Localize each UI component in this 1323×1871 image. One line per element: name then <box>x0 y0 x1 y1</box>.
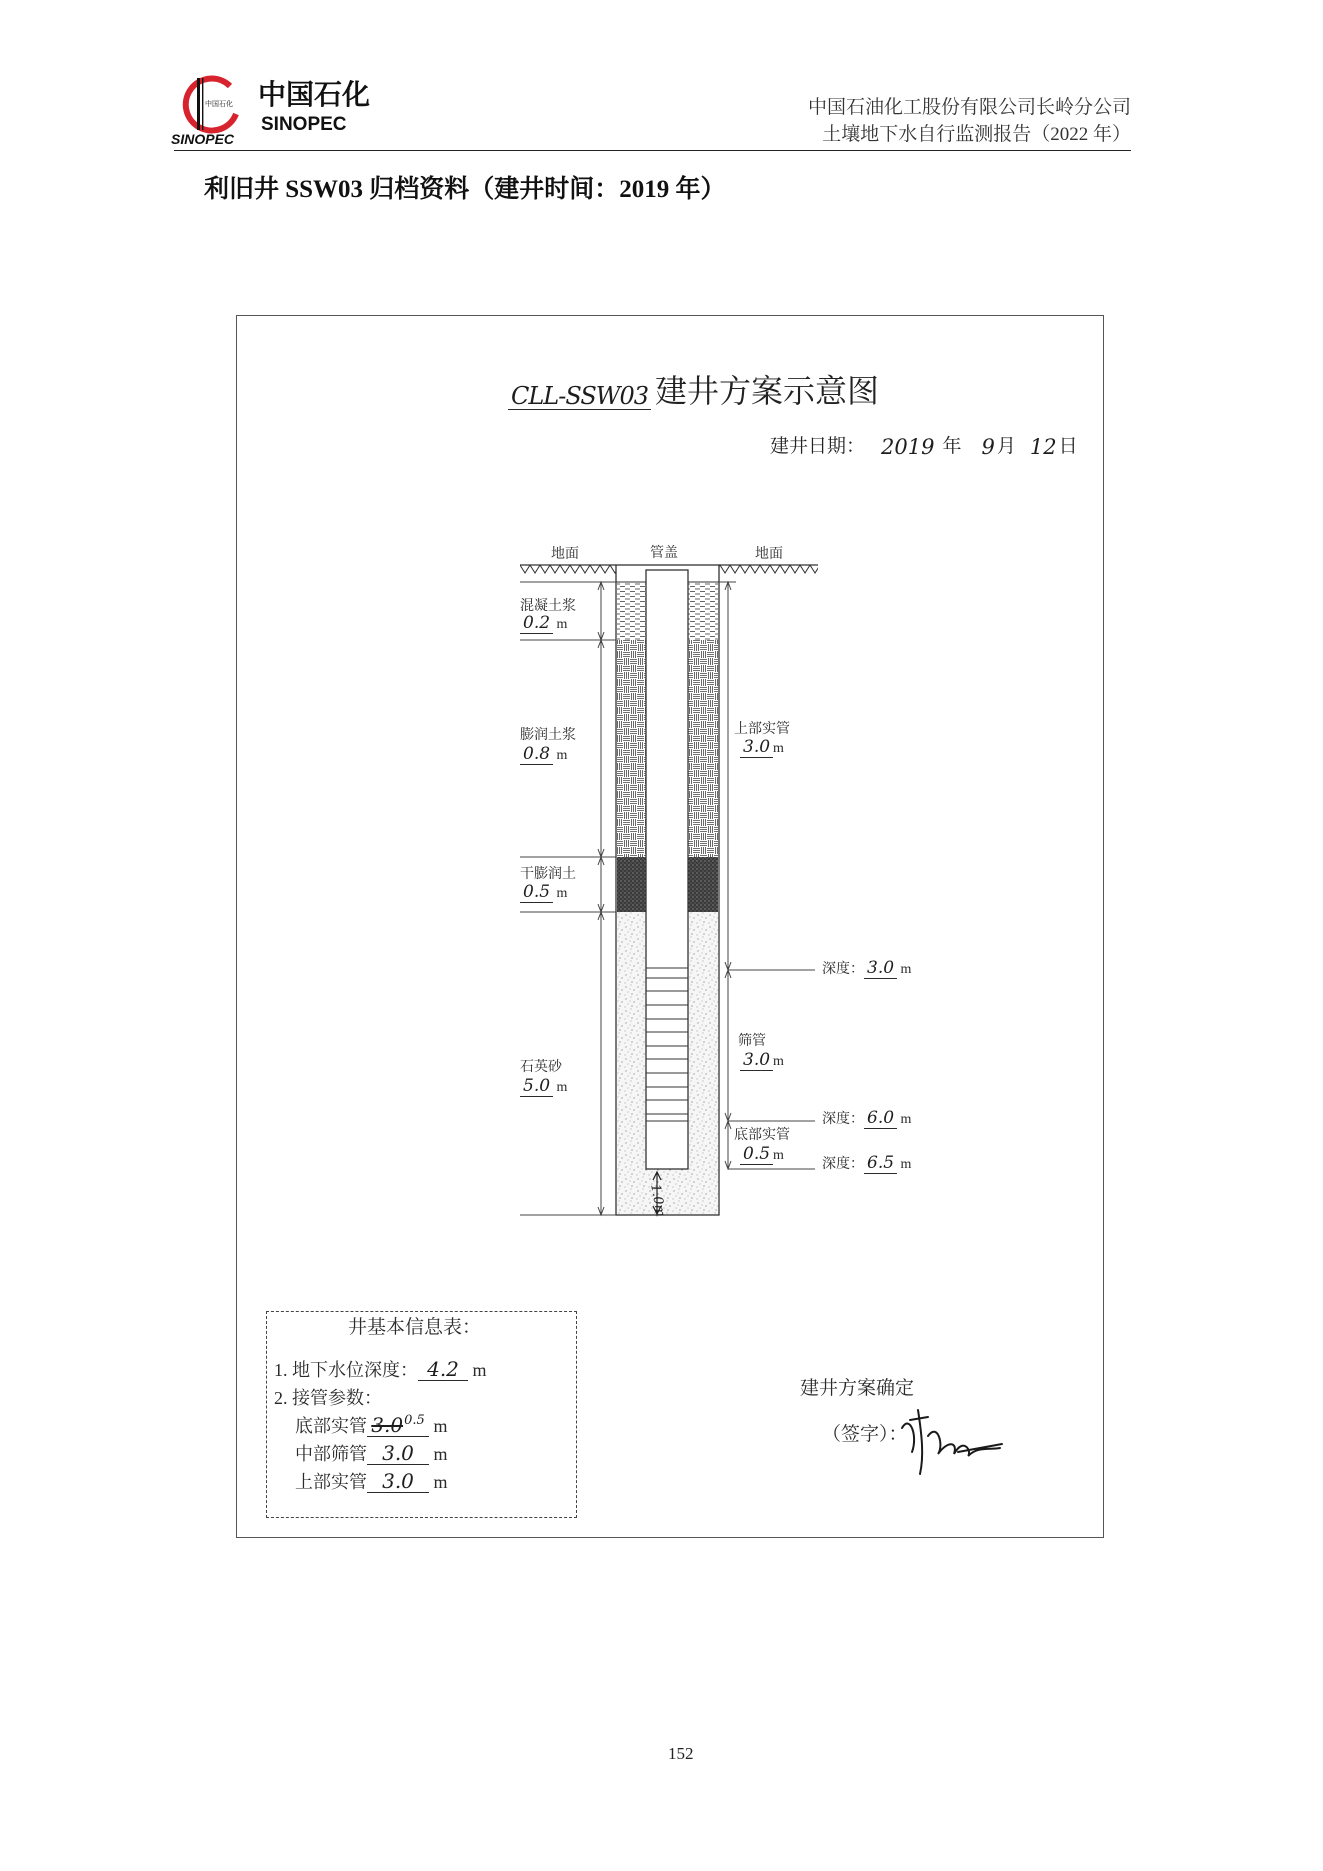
layer-thickness-unit: m <box>556 886 568 901</box>
depth-label-3 <box>822 1155 911 1175</box>
pipe-row-bottom-casing <box>295 1414 448 1438</box>
pipe-row-label: 中部筛管 <box>295 1444 367 1464</box>
sump-length-handwritten: 1.0m <box>647 1183 668 1219</box>
date-day-unit: 日 <box>1058 436 1078 457</box>
layer-name-bentonite-slurry: 膨润土浆 <box>520 728 576 743</box>
company-name: 中国石油化工股份有限公司长岭分公司 <box>807 97 1131 118</box>
pipe-row-value-group <box>367 1414 429 1437</box>
pipe-name-bottom-casing: 底部实管 <box>734 1128 790 1143</box>
brand-cn: 中国石化 <box>258 80 371 111</box>
depth-unit: m <box>900 962 912 977</box>
pipe-name-upper-casing: 上部实管 <box>734 722 790 737</box>
layer-thickness-value: 0.8 <box>520 746 553 765</box>
depth-label-1 <box>822 960 911 980</box>
pipe-row-value-corrected: 0.5 <box>404 1413 425 1428</box>
signature <box>902 1410 1002 1474</box>
pipe-length-unit: m <box>773 1054 784 1069</box>
depth-unit: m <box>900 1157 912 1172</box>
date-year-unit: 年 <box>942 436 962 457</box>
depth-label-text: 深度： <box>822 1112 864 1127</box>
pipe-params-label: 2. 接管参数： <box>274 1388 382 1408</box>
date-month-unit: 月 <box>996 436 1016 457</box>
pipe-row-unit: m <box>433 1444 448 1464</box>
pipe-row-value-struck: 3.0 <box>371 1413 404 1437</box>
depth-value: 3.0 <box>864 960 897 979</box>
logo-mark-small: 中国石化 <box>205 101 233 108</box>
layer-name-dry-bentonite: 干膨润土 <box>520 867 576 882</box>
pipe-length-screen <box>740 1052 784 1072</box>
page-title: 利旧井 SSW03 归档资料（建井时间：2019 年） <box>204 176 726 203</box>
pipe-name-screen: 筛管 <box>738 1034 766 1049</box>
ground-right <box>719 565 818 574</box>
date-label: 建井日期： <box>770 436 866 457</box>
ground-left-label: 地面 <box>551 547 579 562</box>
right-dimension <box>719 582 815 1169</box>
depth-label-2 <box>822 1110 911 1130</box>
ground-left <box>520 565 616 574</box>
brand-en: SINOPEC <box>261 114 347 135</box>
sign-label: （签字）： <box>822 1424 908 1445</box>
pipe-row-value: 3.0 <box>367 1443 429 1465</box>
layer-thickness-bentonite-slurry <box>520 746 567 766</box>
layer-thickness-unit: m <box>556 617 568 632</box>
pipe-length-unit: m <box>773 741 784 756</box>
well-pipe <box>646 570 688 1169</box>
pipe-cap-label: 管盖 <box>650 546 678 561</box>
plan-confirm-label: 建井方案确定 <box>800 1378 915 1399</box>
pipe-row-upper-casing <box>295 1470 448 1494</box>
layer-thickness-value: 0.5 <box>520 884 553 903</box>
depth-unit: m <box>900 1112 912 1127</box>
pipe-row-unit: m <box>433 1472 448 1492</box>
doc-id-handwritten: CLL-SSW03 <box>508 384 651 410</box>
layer-thickness-value: 5.0 <box>520 1078 553 1097</box>
layer-thickness-quartz-sand <box>520 1078 567 1098</box>
layer-name-concrete: 混凝土浆 <box>520 599 576 614</box>
page-number: 152 <box>668 1744 694 1763</box>
pipe-length-value: 3.0 <box>740 739 773 758</box>
water-level-label: 1. 地下水位深度： <box>274 1360 418 1380</box>
date-month: 9 <box>981 435 995 459</box>
pipe-row-middle-screen <box>295 1442 448 1466</box>
doc-title: 建井方案示意图 <box>655 373 880 409</box>
date-year: 2019 <box>881 435 935 459</box>
report-name: 土壤地下水自行监测报告（2022 年） <box>822 124 1131 145</box>
depth-value: 6.0 <box>864 1110 897 1129</box>
layer-thickness-unit: m <box>556 1080 568 1095</box>
water-level-row <box>274 1358 487 1382</box>
date-day: 12 <box>1029 435 1057 459</box>
water-level-unit: m <box>472 1360 487 1380</box>
pipe-row-value: 3.0 <box>367 1471 429 1493</box>
well-info-title: 井基本信息表： <box>348 1317 482 1338</box>
pipe-length-unit: m <box>773 1148 784 1163</box>
logo-mark-en: SINOPEC <box>171 131 235 147</box>
layer-thickness-unit: m <box>556 748 568 763</box>
layer-thickness-value: 0.2 <box>520 615 553 634</box>
pipe-row-label: 上部实管 <box>295 1472 367 1492</box>
depth-label-text: 深度： <box>822 1157 864 1172</box>
layer-thickness-dry-bentonite <box>520 884 567 904</box>
pipe-length-bottom-casing <box>740 1146 784 1166</box>
pipe-length-value: 3.0 <box>740 1052 773 1071</box>
depth-value: 6.5 <box>864 1155 897 1174</box>
water-level-value: 4.2 <box>418 1359 468 1381</box>
layer-thickness-concrete <box>520 615 567 635</box>
ground-right-label: 地面 <box>755 547 783 562</box>
layer-name-quartz-sand: 石英砂 <box>520 1060 562 1075</box>
depth-label-text: 深度： <box>822 962 864 977</box>
pipe-row-label: 底部实管 <box>295 1416 367 1436</box>
pipe-row-unit: m <box>433 1416 448 1436</box>
pipe-length-value: 0.5 <box>740 1146 773 1165</box>
pipe-length-upper-casing <box>740 739 784 759</box>
